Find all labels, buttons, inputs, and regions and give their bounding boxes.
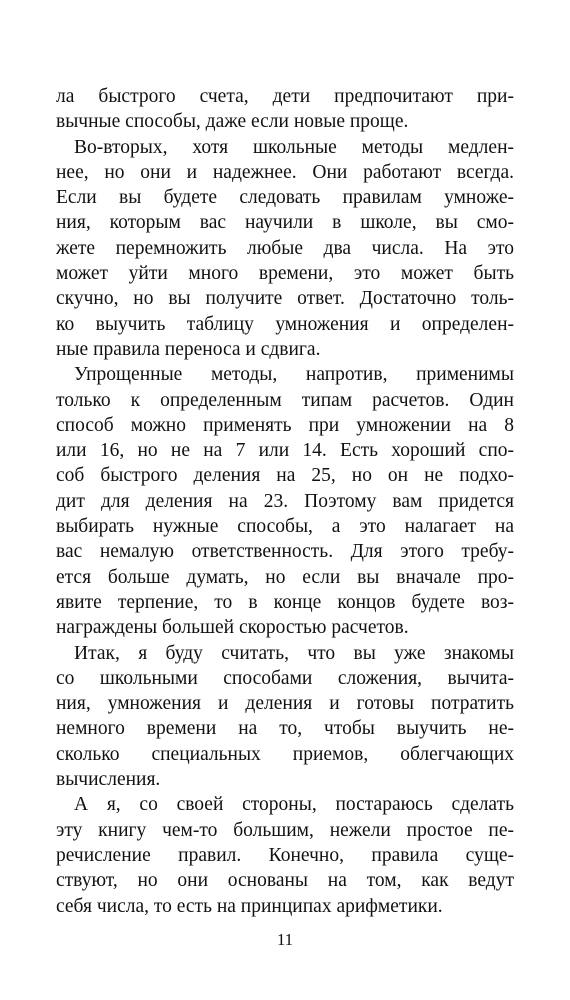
text-line: ла быстрого счета, дети предпочитают при-	[56, 86, 514, 107]
text-line: ния, которым вас научили в школе, вы смо-	[56, 212, 514, 234]
text-line: явите терпение, то в конце концов будете воз-	[56, 591, 514, 613]
paragraph	[56, 84, 514, 135]
paragraph	[56, 135, 514, 363]
text-line: вас немалую ответственность. Для этого требу-	[56, 541, 514, 563]
text-line: дит для деления на 23. Поэтому вам придется	[56, 490, 514, 512]
text-line: ко выучить таблицу умножения и определен-	[56, 313, 514, 335]
text-line: со школьными способами сложения, вычита-	[56, 667, 514, 689]
text-line: эту книгу чем-то большим, нежели простое пе-	[56, 819, 514, 841]
text-line: награждены большей скоростью расчетов.	[56, 617, 409, 639]
text-line: себя числа, то есть на принципах арифметики.	[56, 895, 443, 917]
text-line: Во-вторых, хотя школьные методы медлен-	[74, 136, 514, 158]
text-line: может уйти много времени, это может быть	[56, 263, 514, 285]
text-line: вычные способы, даже если новые проще.	[56, 111, 409, 133]
text-line: ные правила переноса и сдвига.	[56, 338, 321, 360]
text-line: ется больше думать, но если вы вначале про-	[56, 566, 514, 588]
text-line: только к определенным типам расчетов. Один	[56, 389, 514, 411]
paragraph	[56, 641, 514, 793]
text-line: Если вы будете следовать правилам умноже-	[56, 187, 514, 209]
text-line: речисление правил. Конечно, правила суще-	[56, 844, 514, 866]
text-line: немного времени на то, чтобы выучить не-	[56, 718, 514, 740]
text-line: ствуют, но они основаны на том, как ведут	[56, 870, 514, 892]
paragraph	[56, 362, 514, 640]
text-line: способ можно применять при умножении на 8	[56, 414, 514, 436]
text-line: Упрощенные методы, напротив, применимы	[74, 364, 514, 386]
text-line: ния, умножения и деления и готовы потратить	[56, 693, 514, 715]
text-line: скучно, но вы получите ответ. Достаточно толь-	[56, 288, 514, 310]
text-line: нее, но они и надежнее. Они работают всегда.	[56, 161, 514, 183]
text-line: А я, со своей стороны, постараюсь сделать	[74, 794, 514, 816]
page-number: 11	[276, 930, 294, 949]
text-line: Итак, я буду считать, что вы уже знакомы	[74, 642, 514, 664]
body-text	[56, 84, 514, 919]
text-line: жете перемножить любые два числа. На это	[56, 237, 514, 259]
text-line: соб быстрого деления на 25, но он не подхо-	[56, 465, 514, 487]
text-line: вычисления.	[56, 769, 161, 791]
text-line: выбирать нужные способы, а это налагает на	[56, 516, 514, 538]
text-line: сколько специальных приемов, облегчающих	[56, 743, 514, 765]
paragraph	[56, 792, 514, 918]
text-line: или 16, но не на 7 или 14. Есть хороший спо-	[56, 440, 514, 462]
